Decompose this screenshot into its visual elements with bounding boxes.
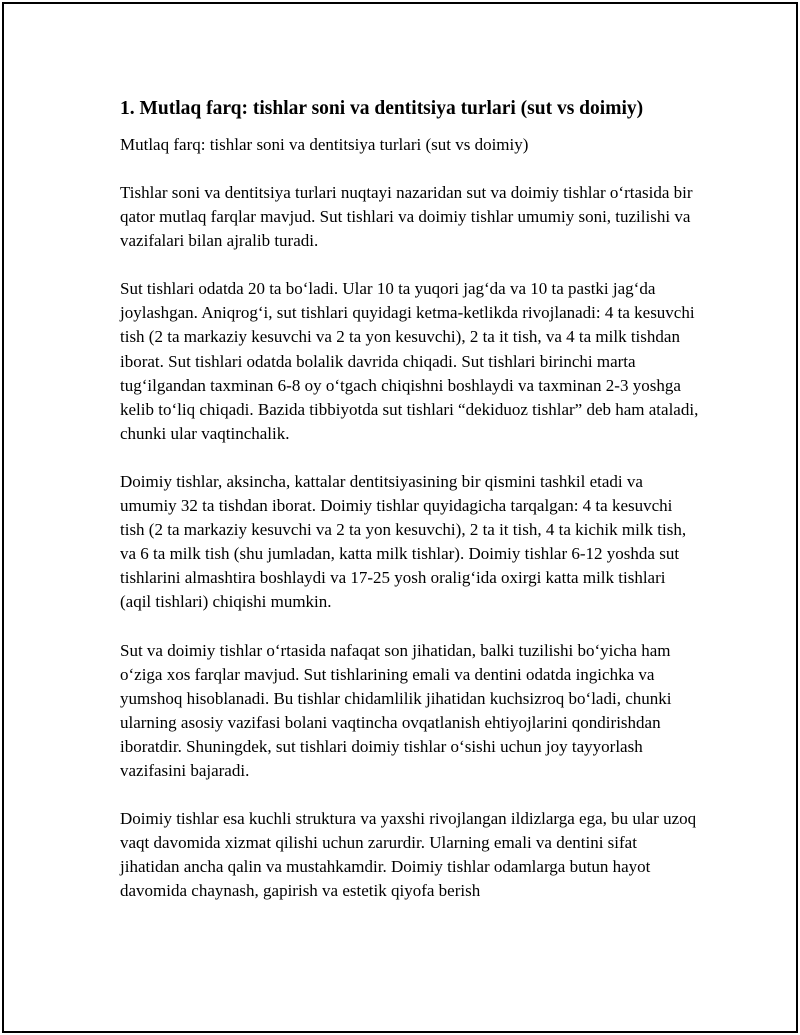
paragraph-primary-teeth: Sut tishlari odatda 20 ta bo‘ladi. Ular 10 ta yuqori jag‘da va 10 ta pastki jag‘da joylashgan. Aniqrog‘i, sut tishlari quyidagi ketma-ketlikda rivojlanadi: 4 ta kesuvchi tish (2 ta markaziy kesuvchi va 2 ta yon kesuvchi), 2 ta it tish, va 4 ta milk tishdan iborat. Sut tishlari odatda bolalik davrida chiqadi. Sut tishlari birinchi marta tug‘ilgandan taxminan 6-8 oy o‘tgach chiqishni boshlaydi va taxminan 2-3 yoshga kelib to‘liq chiqadi. Bazida tibbiyotda sut tishlari “dekiduoz tishlar” deb ham ataladi, chunki ular vaqtinchalik. [120, 279, 699, 443]
paragraph-permanent-teeth: Doimiy tishlar, aksincha, kattalar dentitsiyasining bir qismini tashkil etadi va umumiy 32 ta tishdan iborat. Doimiy tishlar quyidagicha tarqalgan: 4 ta kesuvchi tish (2 ta markaziy kesuvchi va 2 ta yon kesuvchi), 2 ta it tish, 4 ta kichik milk tish, va 6 ta milk tish (shu jumladan, katta milk tishlar). Doimiy tishlar 6-12 yoshda sut tishlarini almashtira boshlaydi va 17-25 yosh oralig‘ida oxirgi katta milk tishlari (aqil tishlari) chiqishi mumkin. [120, 471, 687, 612]
document-body [120, 97, 700, 927]
section-heading: 1. Mutlaq farq: tishlar soni va dentitsiya turlari (sut vs doimiy) [120, 98, 644, 119]
page-frame [2, 2, 798, 1033]
section-subtitle: Mutlaq farq: tishlar soni va dentitsiya turlari (sut vs doimiy) [120, 135, 529, 154]
paragraph-intro: Tishlar soni va dentitsiya turlari nuqtayi nazaridan sut va doimiy tishlar o‘rtasida bir qator mutlaq farqlar mavjud. Sut tishlari va doimiy tishlar umumiy soni, tuzilishi va vazifalari bilan ajralib turadi. [120, 183, 693, 251]
paragraph-structure-differences: Sut va doimiy tishlar o‘rtasida nafaqat son jihatidan, balki tuzilishi bo‘yicha ham o‘ziga xos farqlar mavjud. Sut tishlarining emali va dentini odatda ingichka va yumshoq hisoblanadi. Bu tishlar chidamlilik jihatidan kuchsizroq bo‘ladi, chunki ularning asosiy vazifasi bolani vaqtincha ovqatlanish ehtiyojlarini qondirishdan iboratdir. Shuningdek, sut tishlari doimiy tishlar o‘sishi uchun joy tayyorlash vazifasini bajaradi. [120, 640, 672, 780]
paragraph-permanent-structure: Doimiy tishlar esa kuchli struktura va yaxshi rivojlangan ildizlarga ega, bu ular uzoq vaqt davomida xizmat qilishi uchun zarurdir. Ularning emali va dentini sifat jihatidan ancha qalin va mustahkamdir. Doimiy tishlar odamlarga butun hayot davomida chaynash, gapirish va estetik qiyofa berish [120, 809, 697, 901]
